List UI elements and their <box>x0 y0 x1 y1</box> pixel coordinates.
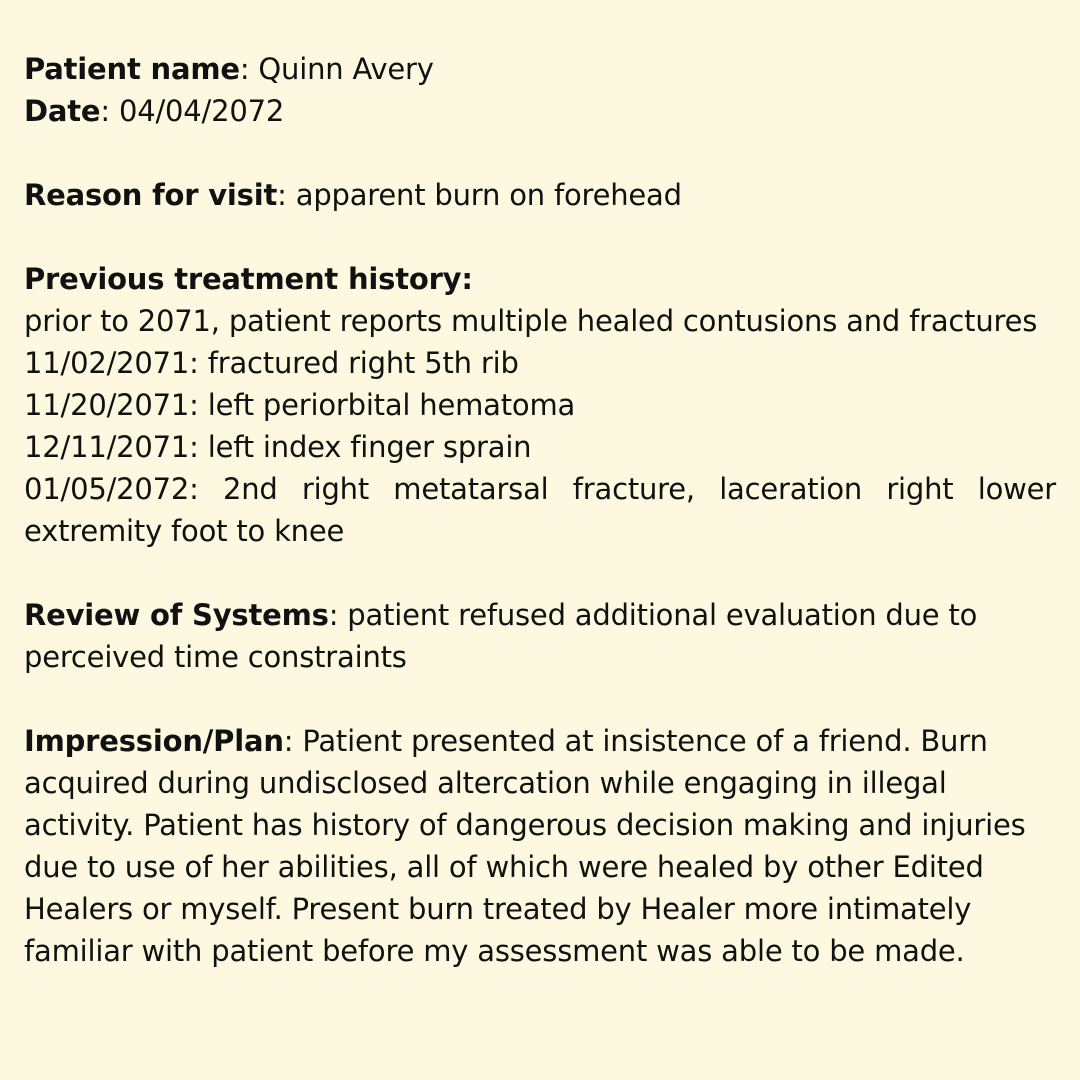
date-label: Date <box>24 94 101 128</box>
reason-value: : apparent burn on forehead <box>277 178 682 212</box>
impression-label: Impression/Plan <box>24 724 284 758</box>
history-entry: 11/20/2071: left periorbital hematoma <box>24 388 576 422</box>
review-row <box>24 594 1056 678</box>
impression-value: : Patient presented at insistence of a friend. Burn acquired during undisclosed altercation while engaging in illegal activity. Patient has history of dangerous decision making and injuries due to use of her abilities, all of which were healed by other Edited Healers or myself. Present burn treated by Healer more intimately familiar with patient before my assessment was able to be made. <box>24 724 1026 968</box>
history-entry: prior to 2071, patient reports multiple healed contusions and fractures <box>24 304 1038 338</box>
patient-name-value: : Quinn Avery <box>239 52 434 86</box>
patient-name-label: Patient name <box>24 52 240 86</box>
spacer <box>24 552 1056 594</box>
history-entry: 01/05/2072: 2nd right metatarsal fracture, laceration right lower extremity foot to knee <box>24 472 1056 548</box>
review-value: : patient refused additional evaluation due to perceived time constraints <box>24 598 978 674</box>
patient-name-row <box>24 48 1056 90</box>
spacer <box>24 216 1056 258</box>
spacer <box>24 132 1056 174</box>
spacer <box>24 678 1056 720</box>
date-row <box>24 90 1056 132</box>
reason-label: Reason for visit <box>24 178 278 212</box>
history-heading: Previous treatment history: <box>24 262 473 296</box>
reason-row <box>24 174 1056 216</box>
date-value: : 04/04/2072 <box>100 94 285 128</box>
review-label: Review of Systems <box>24 598 329 632</box>
history-entry: 12/11/2071: left index finger sprain <box>24 430 532 464</box>
history-entry: 11/02/2071: fractured right 5th rib <box>24 346 519 380</box>
impression-row <box>24 720 1056 972</box>
patient-note <box>24 48 1056 972</box>
